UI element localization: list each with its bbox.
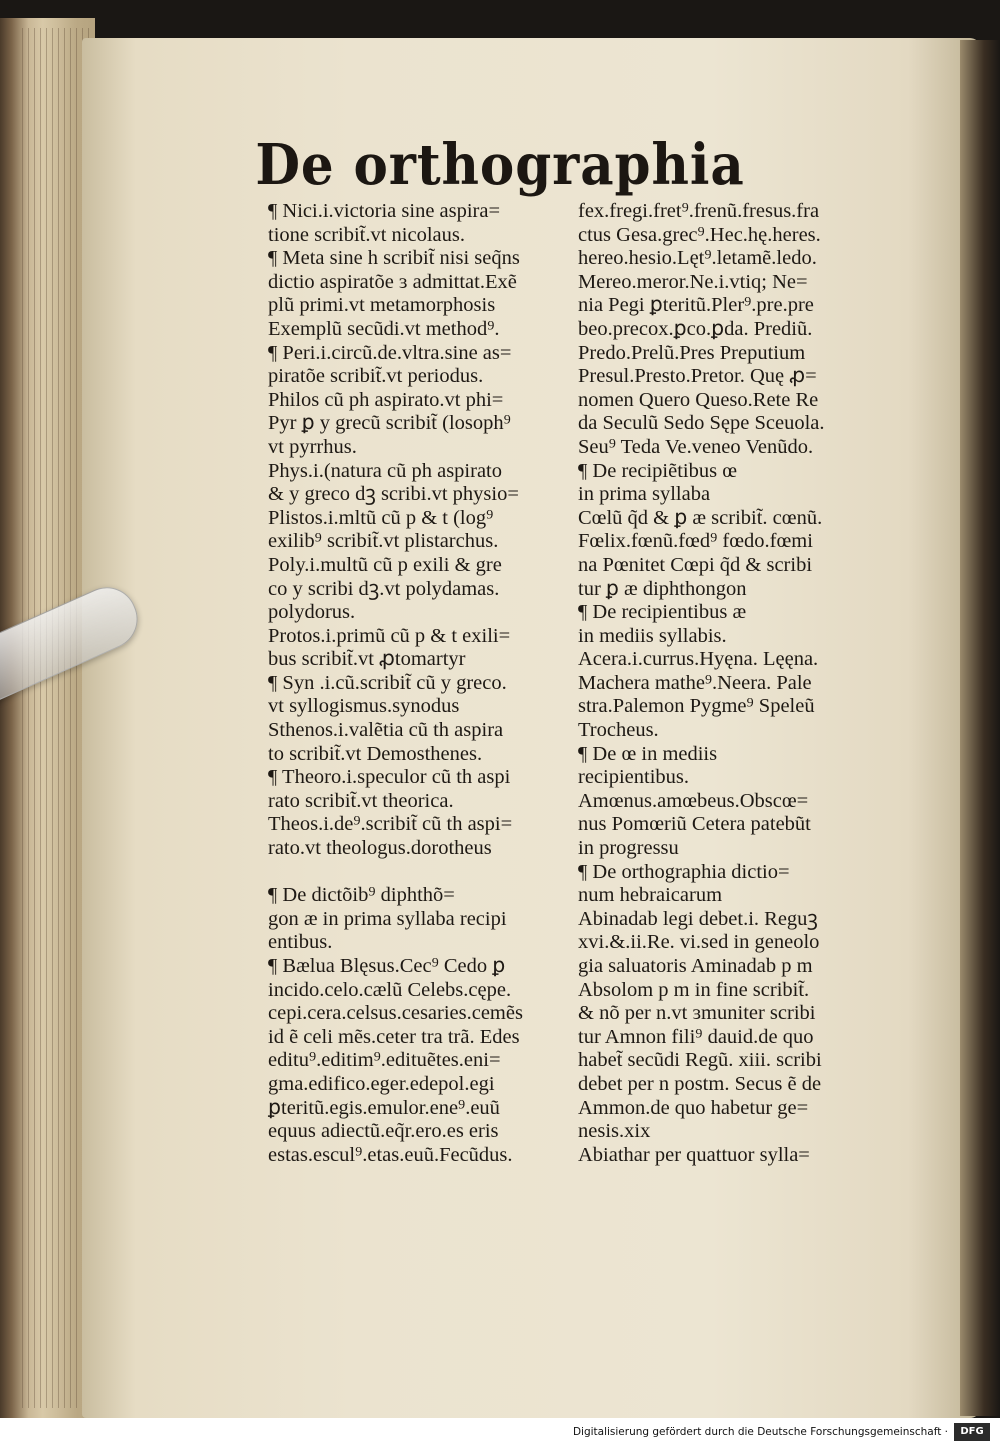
text-line: nesis.xix xyxy=(578,1120,651,1143)
text-line: na Pœnitet Cœpi q̃d & scribi xyxy=(578,553,813,576)
text-line: Exemplũ secũdi.vt method⁹. xyxy=(268,317,500,340)
text-line: cepi.cera.celsus.cesaries.cemẽs xyxy=(268,1002,523,1025)
text-line: da Seculũ Sedo Sępe Sceuola. xyxy=(578,412,825,435)
dfg-logo: DFG xyxy=(954,1423,990,1441)
text-line: Protos.i.primũ cũ p & t exili= xyxy=(268,624,511,647)
left-text-column xyxy=(268,200,568,1167)
text-line: plũ primi.vt metamorphosis xyxy=(268,294,496,317)
text-line: xvi.&.ii.Re. vi.sed in geneolo xyxy=(578,931,820,954)
text-line: ¶ De dictõib⁹ diphthõ= xyxy=(268,884,455,907)
text-line: nia Pegi ꝑteritũ.Pler⁹.pre.pre xyxy=(578,294,814,317)
text-line: Plistos.i.mltũ cũ p & t (log⁹ xyxy=(268,506,494,529)
text-line: in mediis syllabis. xyxy=(578,624,727,647)
text-line: ¶ De recipiẽtibus œ xyxy=(578,459,738,482)
text-line: polydorus. xyxy=(268,601,356,624)
text-line: stra.Palemon Pygme⁹ Speleũ xyxy=(578,695,815,718)
text-line: Pyr ꝑ y grecũ scribit̃ (losoph⁹ xyxy=(268,412,511,435)
text-line: Machera mathe⁹.Neera. Pale xyxy=(578,671,812,694)
text-line: & y greco dꝫ scribi.vt physio= xyxy=(268,483,519,506)
text-line: vt pyrrhus. xyxy=(268,435,357,458)
text-line: Poly.i.multũ cũ p exili & gre xyxy=(268,553,502,576)
text-line: Phys.i.(natura cũ ph aspirato xyxy=(268,459,502,482)
text-line: tione scribit̃.vt nicolaus. xyxy=(268,223,465,246)
text-line: ¶ Peri.i.circũ.de.vltra.sine as= xyxy=(268,341,512,364)
text-line: equus adiectũ.eq̃r.ero.es eris xyxy=(268,1120,499,1143)
footer-credit: Digitalisierung gefördert durch die Deutsche Forschungsgemeinschaft · xyxy=(572,1426,948,1438)
text-line: Trocheus. xyxy=(578,719,659,742)
text-line: id ẽ celi mẽs.ceter tra trã. Edes xyxy=(268,1025,520,1048)
text-line: ¶ Nici.i.victoria sine aspira= xyxy=(268,200,501,222)
text-line: Amœnus.amœbeus.Obscœ= xyxy=(578,789,809,812)
text-line: vt syllogismus.synodus xyxy=(268,695,460,718)
text-line: gia saluatoris Aminadab p m xyxy=(578,955,813,977)
text-line: Predo.Prelũ.Pres Preputium xyxy=(578,341,806,364)
right-text-column xyxy=(578,200,878,1167)
text-line: Abiathar per quattuor sylla= xyxy=(578,1143,810,1166)
text-line: Mereo.meror.Ne.i.vtiq; Ne= xyxy=(578,270,808,293)
text-line: in progressu xyxy=(578,837,679,860)
text-line: ¶ De recipientibus æ xyxy=(578,601,747,624)
text-line: habet̃ secũdi Regũ. xiii. scribi xyxy=(578,1049,822,1072)
text-line: dictio aspiratõe ɜ admittat.Exẽ xyxy=(268,270,517,293)
text-line: rato.vt theologus.dorotheus xyxy=(268,837,492,860)
text-line: recipientibus. xyxy=(578,766,690,789)
text-line: to scribit̃.vt Demosthenes. xyxy=(268,742,483,765)
text-line: Absolom p m in fine scribit̃. xyxy=(578,978,810,1001)
text-line: fex.fregi.fret⁹.frenũ.fresus.fra xyxy=(578,200,820,222)
text-line: bus scribit̃.vt ꝓtomartyr xyxy=(268,648,466,671)
text-line: editu⁹.editim⁹.edituẽtes.eni= xyxy=(268,1049,501,1072)
text-line: Acera.i.currus.Hyęna. Lęęna. xyxy=(578,648,819,671)
text-line: Ammon.de quo habetur ge= xyxy=(578,1096,809,1119)
text-line: tur Amnon fili⁹ dauid.de quo xyxy=(578,1025,814,1048)
text-line: ꝑteritũ.egis.emulor.ene⁹.euũ xyxy=(268,1096,500,1119)
text-line: gma.edifico.eger.edepol.egi xyxy=(268,1072,495,1095)
text-line: incido.celo.cælũ Celebs.cępe. xyxy=(268,978,512,1001)
text-line: ¶ Theoro.i.speculor cũ th aspi xyxy=(268,766,511,789)
text-line: ¶ Meta sine h scribit̃ nisi seq̃ns xyxy=(268,247,520,270)
page-gutter-shadow xyxy=(960,40,1000,1416)
text-line: Seu⁹ Teda Ve.veneo Venũdo. xyxy=(578,435,814,458)
text-line: Sthenos.i.valẽtia cũ th aspira xyxy=(268,719,504,742)
text-line: ¶ De œ in mediis xyxy=(578,742,718,765)
text-line: beo.precox.ꝑco.ꝑda. Prediũ. xyxy=(578,317,813,340)
text-line: tur ꝑ æ diphthongon xyxy=(578,577,747,600)
text-line: piratõe scribit̃.vt periodus. xyxy=(268,365,484,388)
page-title: De orthographia xyxy=(255,132,745,198)
text-line: nomen Quero Queso.Rete Re xyxy=(578,388,819,411)
text-line: estas.escul⁹.etas.euũ.Fecũdus. xyxy=(268,1143,513,1166)
text-line: hereo.hesio.Lęt⁹.letamẽ.ledo. xyxy=(578,247,817,270)
text-line: nus Pomœriũ Cetera patebũt xyxy=(578,813,811,836)
text-line: rato scribit̃.vt theorica. xyxy=(268,789,454,812)
text-line: in prima syllaba xyxy=(578,483,711,506)
text-line: entibus. xyxy=(268,931,333,954)
text-line: debet per n postm. Secus ẽ de xyxy=(578,1072,822,1095)
text-line: exilib⁹ scribit̃.vt plistarchus. xyxy=(268,530,499,553)
text-line: Philos cũ ph aspirato.vt phi= xyxy=(268,388,504,411)
text-line: Cœlũ q̃d & ꝑ æ scribit̃. cœnũ. xyxy=(578,506,823,529)
text-line: gon æ in prima syllaba recipi xyxy=(268,907,507,930)
text-line: ctus Gesa.grec⁹.Hec.hę.heres. xyxy=(578,223,821,246)
text-line: Abinadab legi debet.i. Reguꝫ xyxy=(578,907,818,930)
text-line xyxy=(268,861,568,885)
text-line: & nõ per n.vt ɜmuniter scribi xyxy=(578,1002,816,1025)
text-line: ¶ Syn .i.cũ.scribit̃ cũ y greco. xyxy=(268,671,507,694)
text-line: ¶ Bælua Blęsus.Cec⁹ Cedo ꝑ xyxy=(268,955,506,977)
text-line: num hebraicarum xyxy=(578,884,723,907)
footer-bar xyxy=(0,1418,1000,1447)
text-line: ¶ De orthographia dictio= xyxy=(578,860,790,883)
text-line: co y scribi dꝫ.vt polydamas. xyxy=(268,577,500,600)
text-line: Fœlix.fœnũ.fœd⁹ fœdo.fœmi xyxy=(578,530,813,553)
text-line: Presul.Presto.Pretor. Quę ꝓ= xyxy=(578,365,817,388)
text-line: Theos.i.de⁹.scribit̃ cũ th aspi= xyxy=(268,813,513,836)
